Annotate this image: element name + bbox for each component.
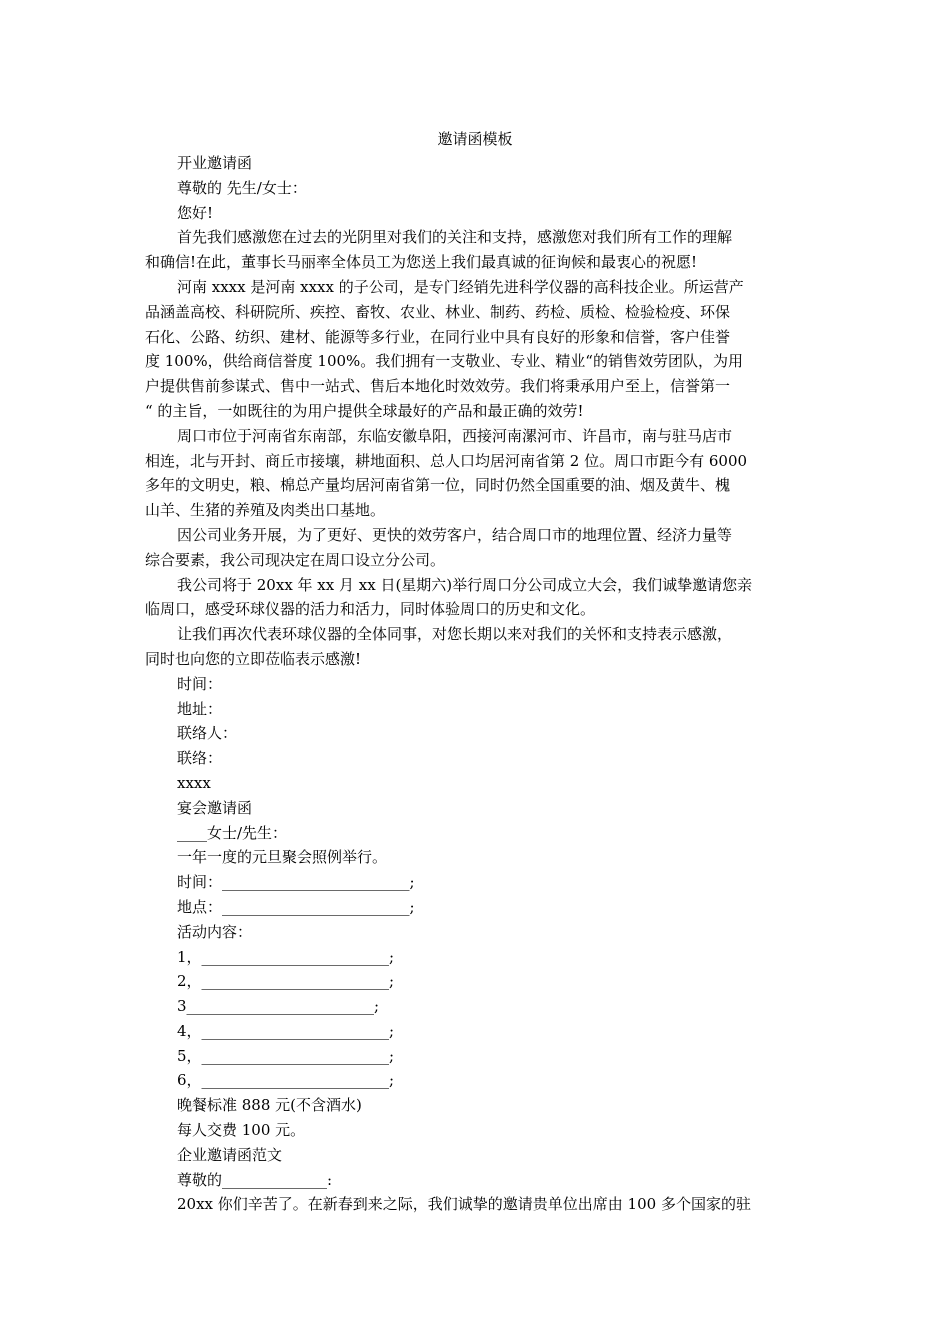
paragraph	[145, 1192, 809, 1217]
text-line: 度 100%，供给商信誉度 100%。我们拥有一支敬业、专业、精业“的销售效劳团队，为用	[145, 352, 743, 371]
paragraph	[145, 994, 809, 1019]
text-line: 一年一度的元旦聚会照例举行。	[177, 848, 388, 867]
paragraph	[145, 1168, 809, 1193]
paragraph	[145, 1118, 809, 1143]
document-title: 邀请函模板	[437, 130, 513, 148]
text-line: 周口市位于河南省东南部，东临安徽阜阳，西接河南漯河市、许昌市，南与驻马店市	[177, 426, 733, 445]
text-line: 石化、公路、纺织、建材、能源等多行业，在同行业中具有良好的形象和信誉，客户佳誉	[145, 327, 731, 346]
text-line: 开业邀请函	[177, 154, 253, 172]
text-line: 地址：	[177, 699, 223, 718]
paragraph	[145, 275, 809, 424]
paragraph	[145, 920, 809, 945]
text-line: 时间：_________________________;	[177, 873, 415, 892]
text-line: 联络人：	[177, 724, 238, 743]
text-line: 活动内容：	[177, 922, 253, 941]
paragraph	[145, 746, 809, 771]
paragraph	[145, 1093, 809, 1118]
paragraph	[145, 225, 809, 275]
text-line: xxxx	[177, 773, 211, 792]
text-line: 相连，北与开封、商丘市接壤，耕地面积、总人口均居河南省第 2 位。周口市距今有 6000	[145, 451, 748, 470]
paragraph	[145, 1068, 809, 1093]
paragraph	[145, 573, 809, 623]
text-line: ____女士/先生：	[177, 823, 288, 842]
text-line: 时间：	[177, 674, 223, 693]
text-line: 企业邀请函范文	[177, 1145, 283, 1164]
paragraph	[145, 870, 809, 895]
paragraph	[145, 721, 809, 746]
paragraph	[145, 622, 809, 672]
paragraph	[145, 1143, 809, 1168]
text-line: 晚餐标准 888 元(不含酒水)	[177, 1096, 362, 1115]
text-line: 因公司业务开展，为了更好、更快的效劳客户，结合周口市的地理位置、经济力量等	[177, 525, 733, 544]
paragraph	[145, 796, 809, 821]
paragraph	[145, 523, 809, 573]
text-line: 河南 xxxx 是河南 xxxx 的子公司，是专门经销先进科学仪器的高科技企业。所运营产	[177, 277, 744, 296]
text-line: 户提供售前参谋式、售中一站式、售后本地化时效效劳。我们将秉承用户至上，信誉第一	[145, 377, 731, 396]
text-line: 每人交费 100 元。	[177, 1121, 306, 1140]
text-line: 宴会邀请函	[177, 798, 253, 817]
text-line: 尊敬的 先生/女士：	[177, 178, 307, 197]
text-line: 和确信!在此，董事长马丽率全体员工为您送上我们最真诚的征询候和最衷心的祝愿!	[145, 253, 698, 272]
text-line: 6，_________________________;	[177, 1071, 395, 1090]
text-line: 您好!	[177, 203, 214, 222]
text-line: 2，_________________________;	[177, 972, 395, 991]
text-line: 1，_________________________;	[177, 947, 395, 966]
paragraph	[145, 201, 809, 226]
paragraph	[145, 176, 809, 201]
text-line: 多年的文明史，粮、棉总产量均居河南省第一位，同时仍然全国重要的油、烟及黄牛、槐	[145, 476, 731, 495]
paragraph	[145, 424, 809, 523]
text-line: 临周口，感受环球仪器的活力和活力，同时体验周口的历史和文化。	[145, 600, 596, 619]
text-line: 综合要素，我公司现决定在周口设立分公司。	[145, 550, 446, 569]
text-line: 首先我们感激您在过去的光阴里对我们的关注和支持，感激您对我们所有工作的理解	[177, 228, 733, 247]
paragraph	[145, 1044, 809, 1069]
paragraph	[145, 969, 809, 994]
paragraph	[145, 945, 809, 970]
paragraph	[145, 895, 809, 920]
text-line: 20xx 你们辛苦了。在新春到来之际，我们诚挚的邀请贵单位出席由 100 多个国家的驻	[177, 1195, 751, 1214]
text-line: 山羊、生猪的养殖及肉类出口基地。	[145, 501, 386, 520]
paragraph	[145, 771, 809, 796]
text-line: 5，_________________________;	[177, 1046, 395, 1065]
text-line: 4，_________________________;	[177, 1021, 395, 1040]
paragraph	[145, 845, 809, 870]
document-body	[145, 151, 809, 1217]
text-line: 地点：_________________________;	[177, 897, 415, 916]
text-line: “ 的主旨，一如既往的为用户提供全球最好的产品和最正确的效劳!	[145, 401, 584, 420]
paragraph	[145, 697, 809, 722]
paragraph	[145, 821, 809, 846]
text-line: 尊敬的______________:	[177, 1170, 333, 1189]
text-line: 我公司将于 20xx 年 xx 月 xx 日(星期六)举行周口分公司成立大会，我们诚挚邀请您亲	[177, 575, 753, 594]
text-line: 品涵盖高校、科研院所、疾控、畜牧、农业、林业、制药、药检、质检、检验检疫、环保	[145, 302, 731, 321]
paragraph	[145, 1019, 809, 1044]
text-line: 联络：	[177, 749, 223, 768]
text-line: 让我们再次代表环球仪器的全体同事，对您长期以来对我们的关怀和支持表示感激，	[177, 625, 733, 644]
paragraph	[145, 672, 809, 697]
text-line: 3_________________________;	[177, 997, 380, 1016]
paragraph	[145, 151, 809, 176]
text-line: 同时也向您的立即莅临表示感激!	[145, 649, 362, 668]
